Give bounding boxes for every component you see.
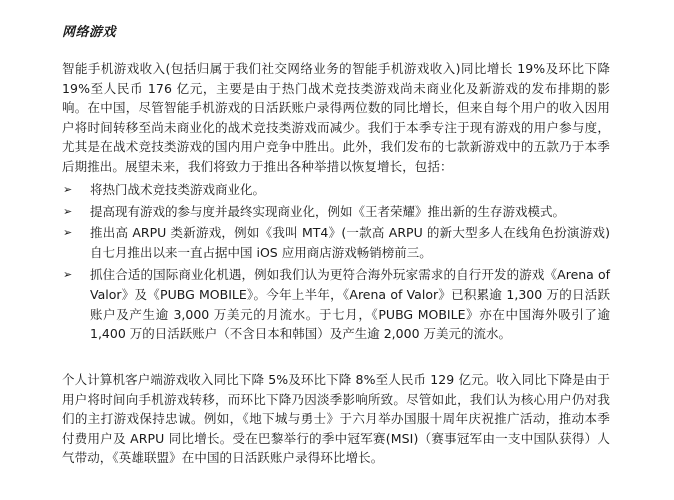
list-item xyxy=(62,265,610,343)
paragraph-pc-games: 个人计算机客户端游戏收入同比下降 5%及环比下降 8%至人民币 129 亿元。收入同比下降是由于用户将时间向手机游戏转移，而环比下降乃因淡季影响所致。尽管如此，我们认为核心用户仍对我们的主打游戏保持忠诚。例如，《地下城与勇士》于六月举办国服十周年庆祝推广活动，推动本季付费用户及 ARPU 同比增长。受在巴黎举行的季中冠军赛(MSI)（赛事冠军由一支中国队获得）人气带动，《英雄联盟》在中国的日活跃账户录得环比增长。 xyxy=(62,372,610,466)
initiatives-list xyxy=(62,180,610,346)
list-item-text: 抓住合适的国际商业化机遇，例如我们认为更符合海外玩家需求的自行开发的游戏《Arena of Valor》及《PUBG MOBILE》。今年上半年，《Arena of Valor》已积累逾 1,300 万的日活跃账户及产生逾 3,000 万美元的月流水。于七月，《PUBG MOBILE》亦在中国海外吸引了逾 1,400 万的日活跃账户（不含日本和韩国）及产生逾 2,000 万美元的流水。 xyxy=(90,267,610,342)
bullet-arrow-icon: ➢ xyxy=(63,183,73,196)
bullet-arrow-icon: ➢ xyxy=(63,268,73,282)
list-item xyxy=(62,202,610,222)
list-item xyxy=(62,180,610,200)
list-item-text: 推出高 ARPU 类新游戏，例如《我叫 MT4》(一款高 ARPU 的新大型多人在线角色扮演游戏)自七月推出以来一直占据中国 iOS 应用商店游戏畅销榜前三。 xyxy=(90,225,610,260)
list-item xyxy=(62,223,610,262)
section-title: 网络游戏 xyxy=(62,25,117,40)
bullet-arrow-icon: ➢ xyxy=(63,204,73,218)
bullet-arrow-icon: ➢ xyxy=(63,226,73,240)
list-item-text: 提高现有游戏的参与度并最终实现商业化，例如《王者荣耀》推出新的生存游戏模式。 xyxy=(90,203,566,219)
list-item-text: 将热门战术竞技类游戏商业化。 xyxy=(90,182,266,197)
paragraph-smartphone-games: 智能手机游戏收入(包括归属于我们社交网络业务的智能手机游戏收入)同比增长 19%及环比下降 19%至人民币 176 亿元，主要是由于热门战术竞技类游戏尚未商业化及新游戏的发布排期的影响。在中国，尽管智能手机游戏的日活跃账户录得两位数的同比增长，但来自每个用户的收入因用户将时间转移至尚未商业化的战术竞技类游戏而减少。我们于本季专注于现有游戏的用户参与度，尤其是在战术竞技类游戏的国内用户竞争中胜出。此外，我们发布的七款新游戏中的五款乃于本季后期推出。展望未来，我们将致力于推出各种举措以恢复增长，包括： xyxy=(62,61,610,174)
